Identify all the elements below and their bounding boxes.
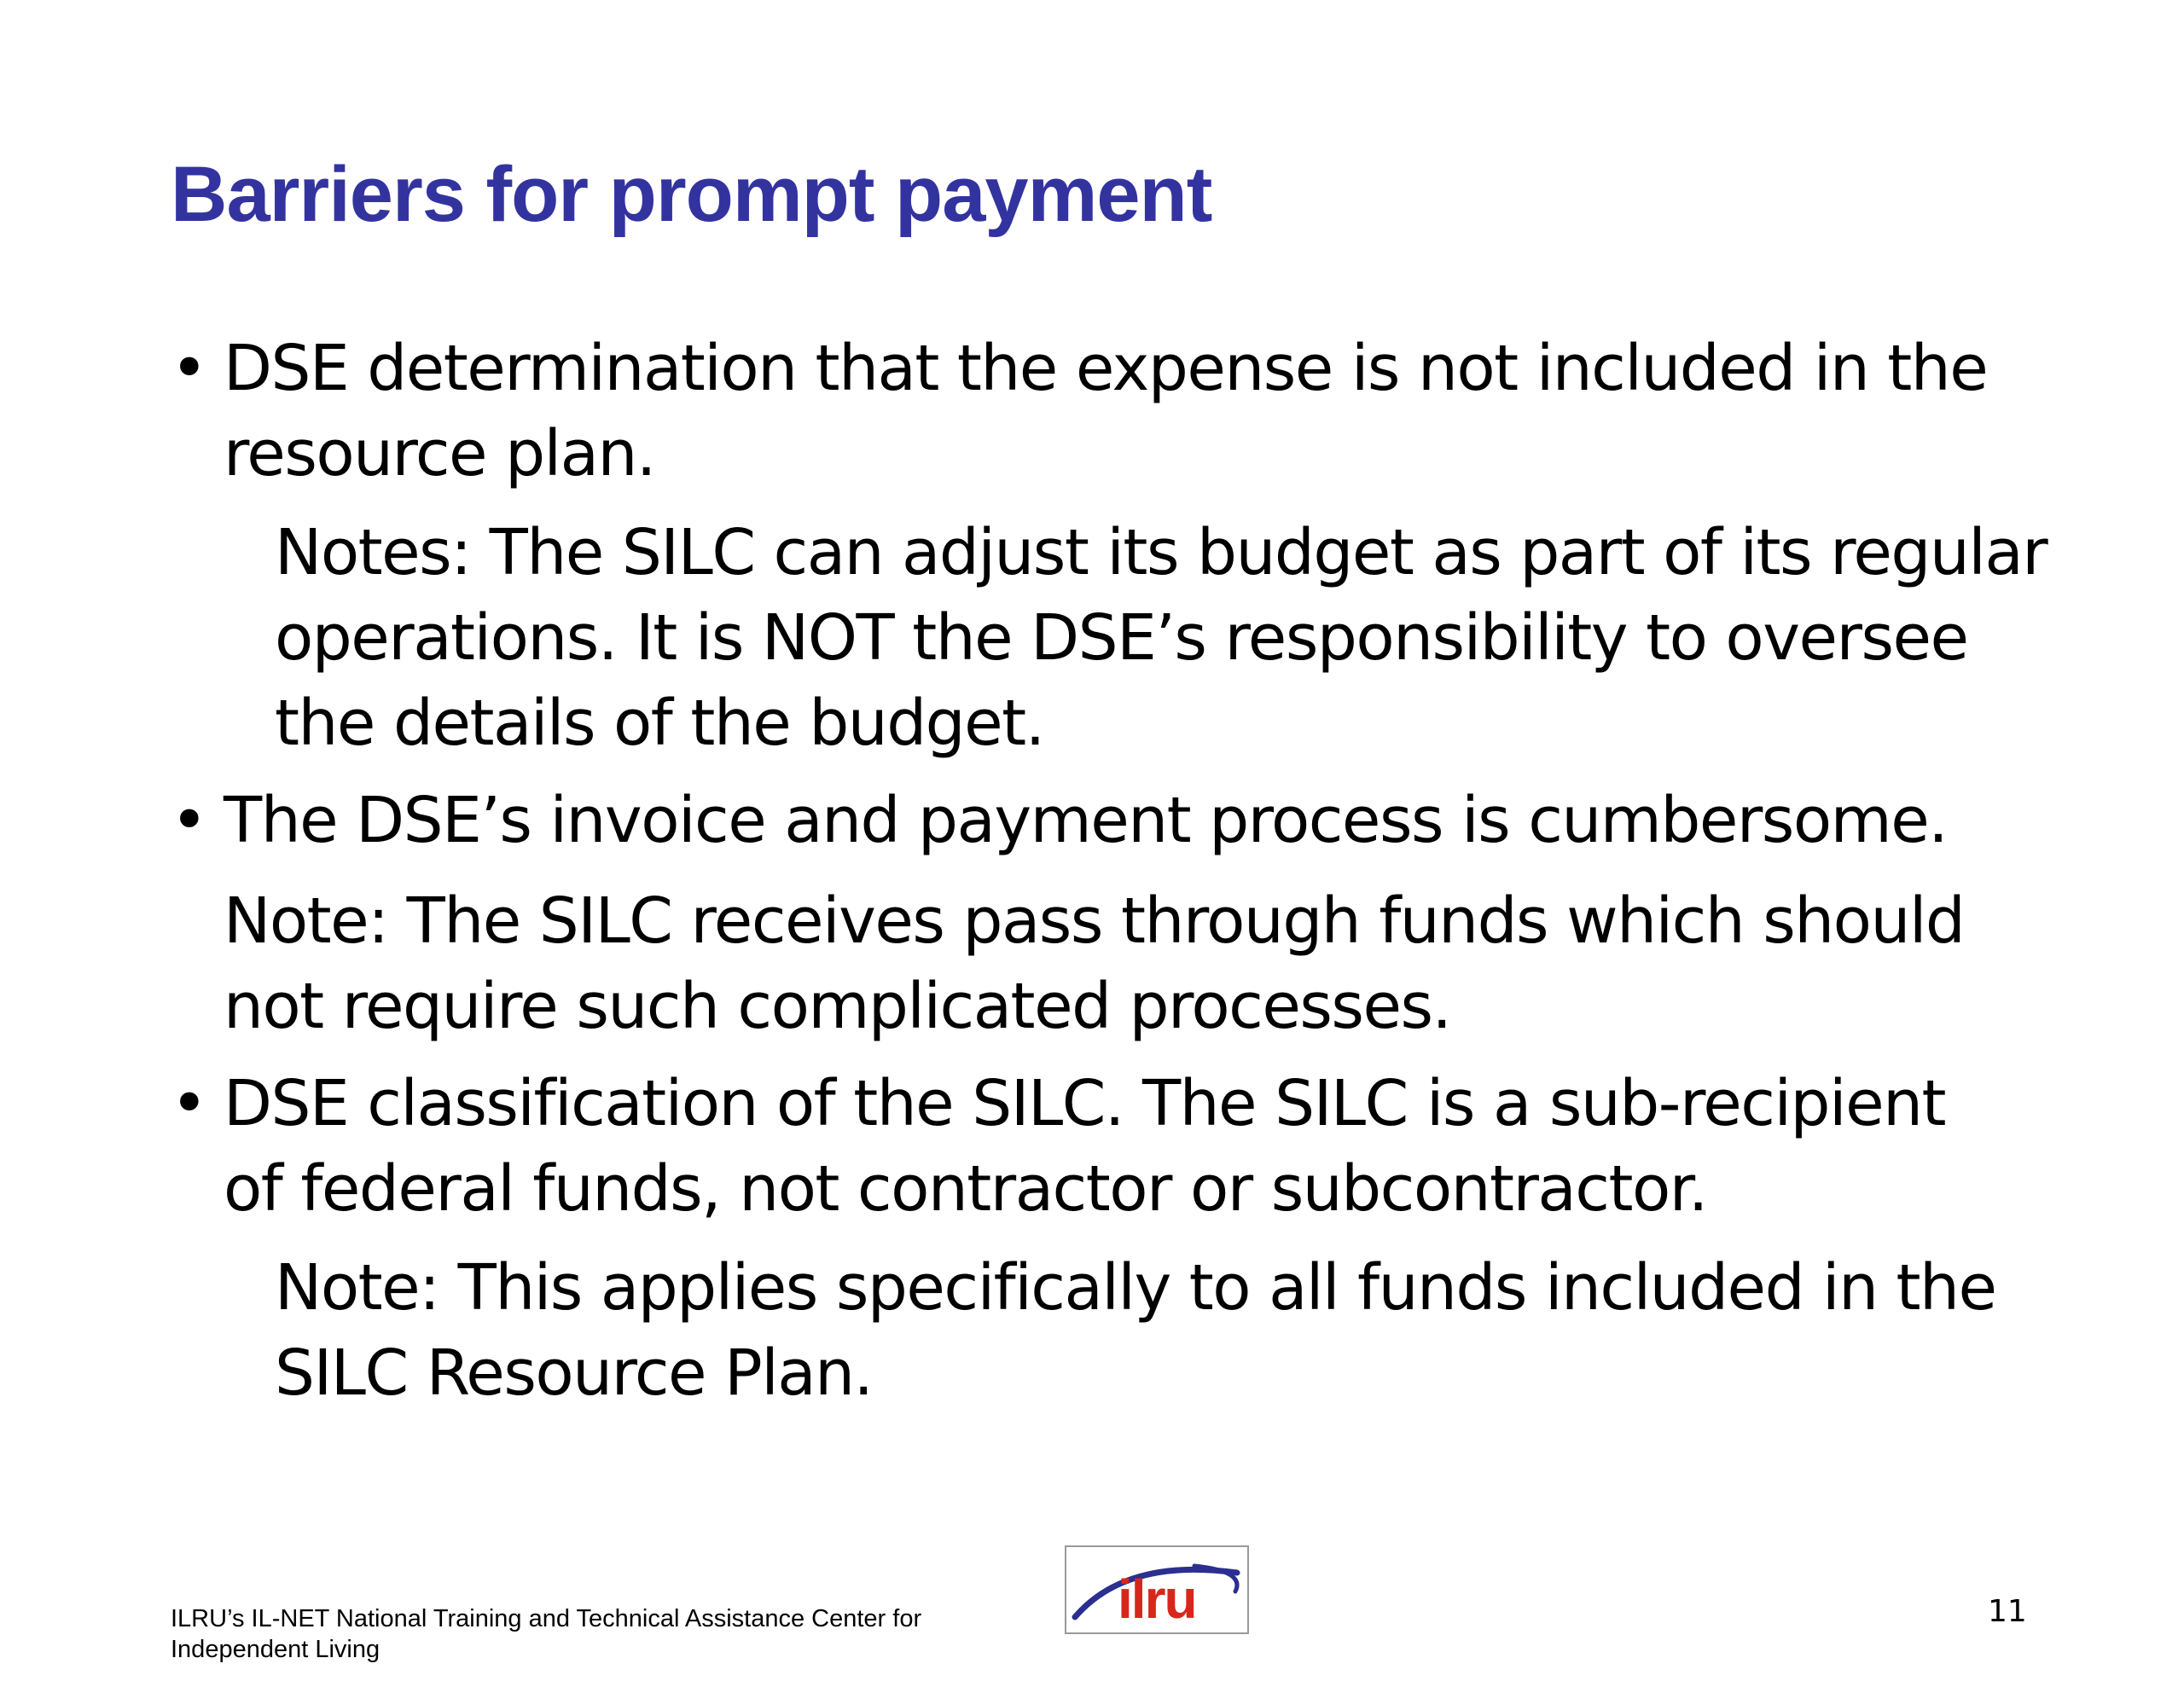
- footer-org-line-2: Independent Living: [171, 1636, 380, 1663]
- page-number: 11: [1988, 1594, 2027, 1629]
- bullet-2-line-1: The DSE’s invoice and payment process is cumbersome.: [224, 784, 1948, 857]
- bullet-1-note-line-2: operations. It is NOT the DSE’s responsibility to oversee: [275, 601, 1968, 675]
- slide-title: Barriers for prompt payment: [171, 151, 1212, 238]
- bullet-3-line-1: DSE classification of the SILC. The SILC is a sub-recipient: [224, 1067, 1946, 1140]
- bullet-1-note-line-3: the details of the budget.: [275, 687, 1044, 760]
- bullet-1-line-1: DSE determination that the expense is not included in the: [224, 332, 1988, 405]
- bullet-3-note-line-2: SILC Resource Plan.: [275, 1336, 873, 1410]
- bullet-1-note-line-1: Notes: The SILC can adjust its budget as part of its regular: [275, 516, 2048, 589]
- bullet-1-line-2: resource plan.: [224, 417, 655, 490]
- bullet-3-note-line-1: Note: This applies specifically to all funds included in the: [275, 1251, 1996, 1325]
- footer-org-line-1: ILRU’s IL-NET National Training and Technical Assistance Center for: [171, 1605, 922, 1632]
- ilru-logo-icon: [1065, 1545, 1249, 1634]
- bullet-3-line-2: of federal funds, not contractor or subcontractor.: [224, 1152, 1707, 1226]
- bullet-2-note-line-1: Note: The SILC receives pass through funds which should: [224, 884, 1965, 958]
- bullet-2-note-line-2: not require such complicated processes.: [224, 970, 1451, 1043]
- bullet-marker: •: [171, 1067, 208, 1140]
- bullet-marker: •: [171, 784, 208, 857]
- bullet-marker: •: [171, 332, 208, 405]
- logo-wordmark: ilru: [1118, 1568, 1196, 1630]
- footer-organization: [171, 1603, 1024, 1665]
